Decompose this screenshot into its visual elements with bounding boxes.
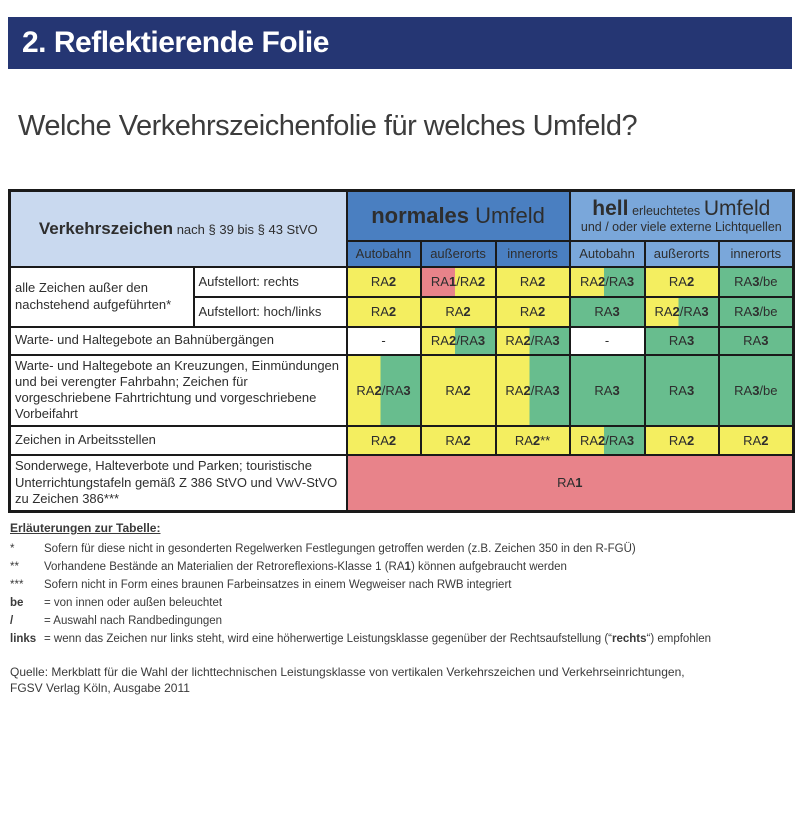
footnote-marker: /: [10, 615, 14, 627]
page-title: Welche Verkehrszeichenfolie für welches Umfeld?: [18, 110, 638, 142]
footnote-item: [10, 540, 792, 558]
table-row: [10, 327, 794, 355]
source-line-2: FGSV Verlag Köln, Ausgabe 2011: [10, 681, 190, 695]
row-label: Warte- und Haltegebote an Bahnübergängen: [10, 327, 347, 355]
ra-cell: RA3: [570, 297, 645, 327]
table-header-row: [10, 191, 794, 241]
footnote-text: Vorhandene Bestände an Materialien der Retroreflexions-Klasse 1 (RA1) können aufgebraucht werden: [44, 561, 567, 573]
hell-small: erleuchtetes: [632, 203, 701, 218]
row-sublabel: Aufstellort: rechts: [194, 267, 347, 297]
footnote-marker: **: [10, 561, 19, 573]
subcol-innerorts-normal: innerorts: [496, 241, 570, 267]
ra-cell: RA2: [645, 267, 719, 297]
ra-cell: RA2/RA3: [347, 355, 421, 426]
ra-cell: RA3/be: [719, 297, 794, 327]
footnote-text: = wenn das Zeichen nur links steht, wird eine höherwertige Leistungsklasse gegenüber der Rechtsaufstellung (“rechts“) empfohlen: [44, 633, 712, 645]
ra-cell: RA2: [347, 426, 421, 455]
hell-line2: und / oder viele externe Lichtquellen: [580, 219, 782, 234]
ra-cell-merged: RA1: [347, 455, 794, 512]
footnote-marker: ***: [10, 579, 24, 591]
ra-cell: RA2/RA3: [570, 426, 645, 455]
row-label: alle Zeichen außer den nachstehend aufgeführten*: [10, 267, 194, 327]
source-reference: [8, 664, 792, 696]
header-hell-umfeld: [570, 191, 794, 241]
footnote-text: = Auswahl nach Randbedingungen: [44, 615, 223, 627]
footnote-marker: links: [10, 633, 37, 645]
ra-cell: RA3: [645, 355, 719, 426]
footnote-marker: be: [10, 597, 24, 609]
header-normales-umfeld: [347, 191, 570, 241]
ra-cell: RA3/be: [719, 267, 794, 297]
foil-environment-table: [8, 189, 795, 513]
ra-cell: -: [570, 327, 645, 355]
ra-cell: RA2: [645, 426, 719, 455]
section-header-bar: [8, 17, 792, 69]
footnotes-title: Erläuterungen zur Tabelle:: [10, 521, 161, 535]
ra-cell: -: [347, 327, 421, 355]
section-title: 2. Reflektierende Folie: [22, 26, 329, 59]
ra-cell: RA2**: [496, 426, 570, 455]
footnote-text: Sofern für diese nicht in gesonderten Regelwerken Festlegungen getroffen werden (z.B. Zeichen 350 in den R-FGÜ): [44, 543, 636, 555]
table-row: [10, 355, 794, 426]
header-verkehrszeichen: [10, 191, 347, 267]
normales-rest: Umfeld: [475, 202, 545, 228]
ra-cell: RA2: [421, 355, 496, 426]
ra-cell: RA2/RA3: [496, 355, 570, 426]
ra-cell: RA3/be: [719, 355, 794, 426]
ra-cell: RA2: [496, 297, 570, 327]
footnotes-section: [8, 521, 792, 648]
subcol-innerorts-hell: innerorts: [719, 241, 794, 267]
header-verkehrszeichen-rest: nach § 39 bis § 43 StVO: [176, 221, 318, 237]
footnote-text: = von innen oder außen beleuchtet: [44, 597, 223, 609]
footnote-item: [10, 594, 792, 612]
ra-cell: RA2: [719, 426, 794, 455]
ra-cell: RA2: [347, 297, 421, 327]
ra-cell: RA2/RA3: [645, 297, 719, 327]
ra-cell: RA1/RA2: [421, 267, 496, 297]
ra-cell: RA3: [570, 355, 645, 426]
footnote-item: [10, 558, 792, 576]
ra-cell: RA2: [421, 297, 496, 327]
row-label: Sonderwege, Halteverbote und Parken; touristische Unterrichtungstafeln gemäß Z 386 StVO und VwV-StVO zu Zeichen 386***: [10, 455, 347, 512]
ra-cell: RA3: [645, 327, 719, 355]
source-line-1: Quelle: Merkblatt für die Wahl der lichttechnischen Leistungsklasse von vertikalen Verkehrszeichen und Verkehrseinrichtungen,: [10, 665, 685, 679]
table-row: [10, 267, 794, 297]
hell-bold: hell: [592, 196, 629, 220]
subcol-ausserorts-normal: außerorts: [421, 241, 496, 267]
subcol-ausserorts-hell: außerorts: [645, 241, 719, 267]
row-label: Zeichen in Arbeitsstellen: [10, 426, 347, 455]
row-sublabel: Aufstellort: hoch/links: [194, 297, 347, 327]
row-label: Warte- und Haltegebote an Kreuzungen, Einmündungen und bei verengter Fahrbahn; Zeichen für vorgeschriebene Fahrtrichtung und vorgeschriebene Vorbeifahrt: [10, 355, 347, 426]
page: [0, 17, 800, 696]
ra-cell: RA3: [719, 327, 794, 355]
subcol-autobahn-hell: Autobahn: [570, 241, 645, 267]
table-row: [10, 426, 794, 455]
footnote-item: [10, 630, 792, 648]
ra-cell: RA2: [496, 267, 570, 297]
footnote-marker: *: [10, 543, 15, 555]
footnote-item: [10, 576, 792, 594]
ra-cell: RA2: [347, 267, 421, 297]
ra-cell: RA2/RA3: [421, 327, 496, 355]
hell-big: Umfeld: [703, 196, 771, 220]
footnote-text: Sofern nicht in Form eines braunen Farbeinsatzes in einem Wegweiser nach RWB integriert: [44, 579, 512, 591]
normales-bold: normales: [371, 202, 470, 228]
ra-cell: RA2/RA3: [496, 327, 570, 355]
footnote-item: [10, 612, 792, 630]
ra-cell: RA2/RA3: [570, 267, 645, 297]
subcol-autobahn-normal: Autobahn: [347, 241, 421, 267]
ra-cell: RA2: [421, 426, 496, 455]
header-verkehrszeichen-bold: Verkehrszeichen: [38, 218, 174, 238]
table-row: [10, 455, 794, 512]
